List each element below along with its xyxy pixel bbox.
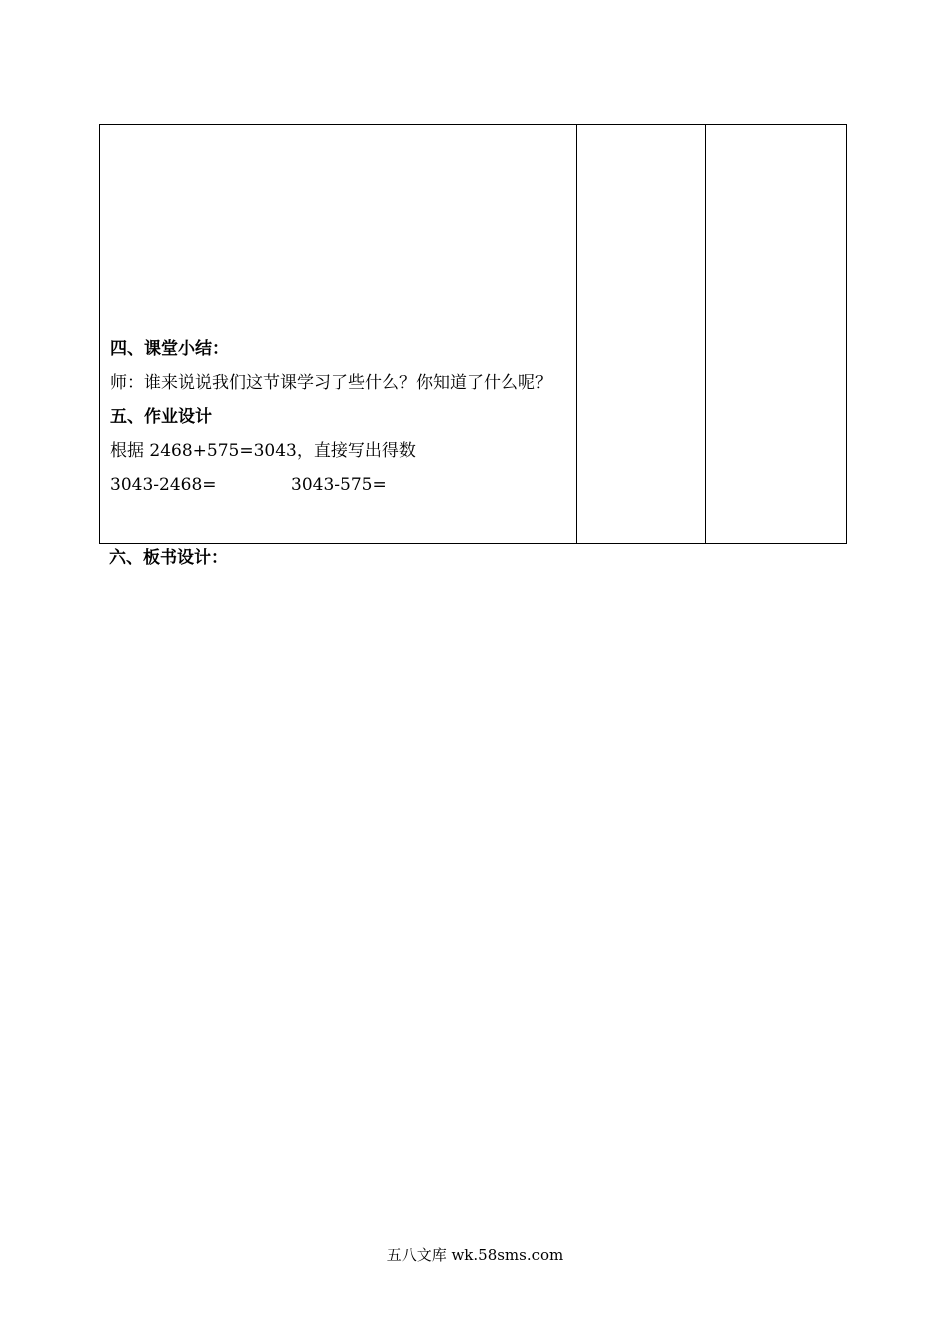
right-column-cell bbox=[705, 125, 846, 544]
page-footer: 五八文库 wk.58sms.com bbox=[386, 1246, 564, 1264]
homework-problem-2: 3043-575= bbox=[291, 475, 387, 495]
table-row bbox=[100, 125, 847, 544]
homework-instruction: 根据 2468+575=3043，直接写出得数 bbox=[110, 441, 416, 461]
summary-heading: 四、课堂小结： bbox=[110, 339, 229, 359]
lesson-plan-table bbox=[99, 124, 847, 544]
cell-content bbox=[110, 332, 568, 502]
teacher-prompt: 师：谁来说说我们这节课学习了些什么？你知道了什么呢？ bbox=[110, 373, 552, 393]
homework-problem-1: 3043-2468= bbox=[110, 475, 217, 495]
homework-heading: 五、作业设计 bbox=[110, 407, 212, 427]
board-design-heading: 六、板书设计： bbox=[109, 548, 228, 568]
main-content-cell bbox=[100, 125, 577, 544]
homework-problems bbox=[110, 468, 568, 502]
middle-column-cell bbox=[576, 125, 705, 544]
